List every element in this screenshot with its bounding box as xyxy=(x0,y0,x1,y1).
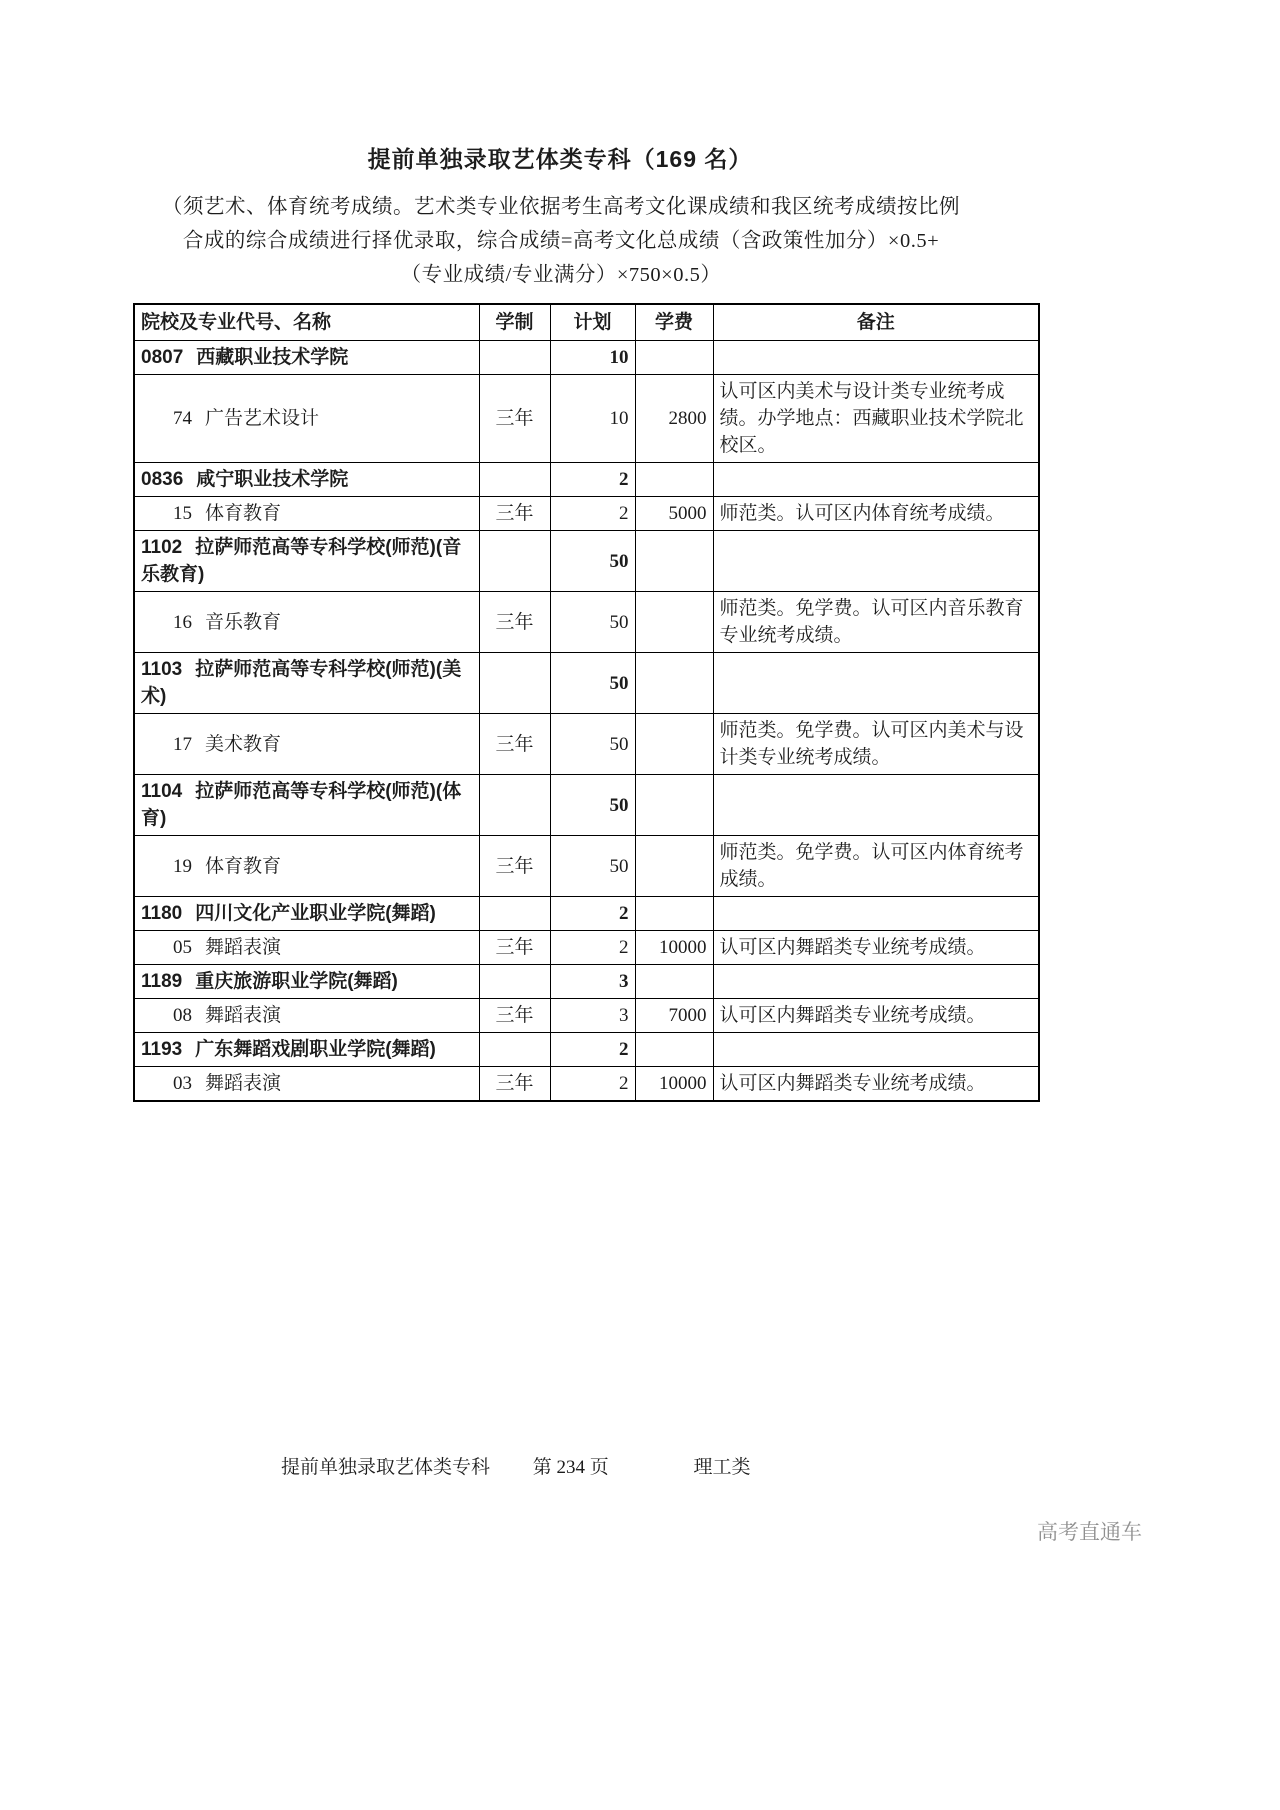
row-duration: 三年 xyxy=(479,714,550,775)
row-code: 16 xyxy=(173,611,192,633)
row-fee xyxy=(635,592,713,653)
major-row xyxy=(134,836,1039,897)
row-name: 咸宁职业技术学院 xyxy=(196,469,349,490)
row-code: 03 xyxy=(173,1073,192,1094)
row-duration xyxy=(479,1033,550,1067)
row-fee xyxy=(635,714,713,775)
row-plan: 10 xyxy=(550,375,635,463)
col-header-fee: 学费 xyxy=(635,304,713,341)
table-header-row xyxy=(134,304,1039,341)
row-note xyxy=(713,1033,1039,1067)
admission-table xyxy=(133,303,1040,1102)
row-fee xyxy=(635,897,713,931)
row-code: 15 xyxy=(173,503,192,524)
row-code: 0836 xyxy=(141,469,184,490)
row-name: 拉萨师范高等专科学校(师范)(体育) xyxy=(141,781,462,829)
row-code: 1102 xyxy=(141,537,183,558)
row-duration xyxy=(479,653,550,714)
row-duration xyxy=(479,775,550,836)
school-row xyxy=(134,775,1039,836)
row-note: 师范类。免学费。认可区内体育统考成绩。 xyxy=(713,836,1039,897)
row-duration xyxy=(479,531,550,592)
row-name: 体育教育 xyxy=(205,503,282,524)
row-code: 1193 xyxy=(141,1039,183,1060)
row-note: 认可区内美术与设计类专业统考成绩。办学地点：西藏职业技术学院北校区。 xyxy=(713,375,1039,463)
row-code-and-name xyxy=(134,965,479,999)
row-name: 舞蹈表演 xyxy=(205,1073,282,1094)
row-note: 认可区内舞蹈类专业统考成绩。 xyxy=(713,1067,1039,1102)
row-note: 师范类。免学费。认可区内音乐教育专业统考成绩。 xyxy=(713,592,1039,653)
row-fee xyxy=(635,965,713,999)
row-plan: 2 xyxy=(550,897,635,931)
row-plan: 50 xyxy=(550,836,635,897)
row-plan: 50 xyxy=(550,531,635,592)
school-row xyxy=(134,965,1039,999)
footer-page-number: 第 234 页 xyxy=(532,1457,609,1478)
row-code: 17 xyxy=(173,733,192,755)
row-name: 音乐教育 xyxy=(205,611,282,633)
row-name: 体育教育 xyxy=(205,855,282,877)
major-row xyxy=(134,375,1039,463)
row-name: 重庆旅游职业学院(舞蹈) xyxy=(195,971,398,992)
row-code-and-name xyxy=(134,531,479,592)
row-fee xyxy=(635,1033,713,1067)
row-plan: 2 xyxy=(550,463,635,497)
row-duration xyxy=(479,897,550,931)
row-duration xyxy=(479,463,550,497)
footer-section-label: 提前单独录取艺体类专科 xyxy=(281,1457,491,1478)
major-row xyxy=(134,999,1039,1033)
row-plan: 2 xyxy=(550,1033,635,1067)
row-code: 0807 xyxy=(141,347,184,368)
row-name: 广告艺术设计 xyxy=(205,408,320,429)
row-code-and-name xyxy=(134,1033,479,1067)
col-header-plan: 计划 xyxy=(550,304,635,341)
row-name: 西藏职业技术学院 xyxy=(196,347,349,368)
school-row xyxy=(134,897,1039,931)
row-name: 美术教育 xyxy=(205,733,282,755)
row-note xyxy=(713,897,1039,931)
major-row xyxy=(134,592,1039,653)
major-row xyxy=(134,931,1039,965)
row-code-and-name xyxy=(134,341,479,375)
major-row xyxy=(134,714,1039,775)
row-code-and-name xyxy=(134,931,479,965)
row-duration: 三年 xyxy=(479,931,550,965)
row-duration: 三年 xyxy=(479,592,550,653)
watermark: 高考直通车 xyxy=(1037,1521,1142,1544)
row-code-and-name xyxy=(134,897,479,931)
row-duration: 三年 xyxy=(479,1067,550,1102)
row-duration: 三年 xyxy=(479,836,550,897)
row-plan: 50 xyxy=(550,592,635,653)
row-name: 四川文化产业职业学院(舞蹈) xyxy=(195,903,436,924)
row-fee: 2800 xyxy=(635,375,713,463)
row-fee xyxy=(635,463,713,497)
row-duration: 三年 xyxy=(479,375,550,463)
row-duration xyxy=(479,965,550,999)
row-name: 拉萨师范高等专科学校(师范)(音乐教育) xyxy=(141,537,462,585)
page-footer xyxy=(281,1452,751,1479)
row-name: 拉萨师范高等专科学校(师范)(美术) xyxy=(141,659,462,707)
row-plan: 2 xyxy=(550,497,635,531)
row-fee xyxy=(635,341,713,375)
col-header-school-major: 院校及专业代号、名称 xyxy=(134,304,479,341)
school-row xyxy=(134,1033,1039,1067)
row-duration: 三年 xyxy=(479,497,550,531)
row-code: 1104 xyxy=(141,781,183,802)
row-note xyxy=(713,775,1039,836)
row-code: 19 xyxy=(173,855,192,877)
intro-line-1: （须艺术、体育统考成绩。艺术类专业依据考生高考文化课成绩和我区统考成绩按比例 xyxy=(162,196,960,218)
row-code: 74 xyxy=(173,408,192,429)
row-fee: 5000 xyxy=(635,497,713,531)
row-fee xyxy=(635,775,713,836)
intro-text xyxy=(155,190,967,292)
row-code-and-name xyxy=(134,463,479,497)
row-duration xyxy=(479,341,550,375)
row-note xyxy=(713,463,1039,497)
row-name: 广东舞蹈戏剧职业学院(舞蹈) xyxy=(195,1039,436,1060)
row-code-and-name xyxy=(134,497,479,531)
row-code-and-name xyxy=(134,1067,479,1102)
row-code-and-name xyxy=(134,836,479,897)
row-note xyxy=(713,653,1039,714)
row-fee xyxy=(635,836,713,897)
row-note: 师范类。认可区内体育统考成绩。 xyxy=(713,497,1039,531)
col-header-duration: 学制 xyxy=(479,304,550,341)
row-plan: 2 xyxy=(550,1067,635,1102)
row-fee: 10000 xyxy=(635,931,713,965)
row-code-and-name xyxy=(134,653,479,714)
row-fee: 10000 xyxy=(635,1067,713,1102)
row-code-and-name xyxy=(134,775,479,836)
row-fee: 7000 xyxy=(635,999,713,1033)
row-code: 08 xyxy=(173,1005,192,1026)
row-code-and-name xyxy=(134,592,479,653)
school-row xyxy=(134,341,1039,375)
row-note: 师范类。免学费。认可区内美术与设计类专业统考成绩。 xyxy=(713,714,1039,775)
footer-category-label: 理工类 xyxy=(693,1457,751,1478)
row-code: 1189 xyxy=(141,971,183,992)
row-name: 舞蹈表演 xyxy=(205,937,282,958)
row-note: 认可区内舞蹈类专业统考成绩。 xyxy=(713,999,1039,1033)
row-note xyxy=(713,341,1039,375)
row-note xyxy=(713,531,1039,592)
major-row xyxy=(134,497,1039,531)
school-row xyxy=(134,463,1039,497)
row-plan: 50 xyxy=(550,653,635,714)
row-plan: 50 xyxy=(550,775,635,836)
row-code-and-name xyxy=(134,714,479,775)
row-name: 舞蹈表演 xyxy=(205,1005,282,1026)
row-duration: 三年 xyxy=(479,999,550,1033)
col-header-note: 备注 xyxy=(713,304,1039,341)
table-body xyxy=(134,341,1039,1102)
row-note xyxy=(713,965,1039,999)
school-row xyxy=(134,531,1039,592)
row-fee xyxy=(635,531,713,592)
school-row xyxy=(134,653,1039,714)
row-plan: 10 xyxy=(550,341,635,375)
intro-line-2: 合成的综合成绩进行择优录取，综合成绩=高考文化总成绩（含政策性加分）×0.5+ xyxy=(182,230,940,252)
row-plan: 3 xyxy=(550,965,635,999)
row-plan: 3 xyxy=(550,999,635,1033)
row-code: 05 xyxy=(173,937,192,958)
row-code: 1180 xyxy=(141,903,183,924)
row-code: 1103 xyxy=(141,659,183,680)
row-fee xyxy=(635,653,713,714)
row-code-and-name xyxy=(134,999,479,1033)
major-row xyxy=(134,1067,1039,1102)
intro-line-3: （专业成绩/专业满分）×750×0.5） xyxy=(400,264,722,286)
row-plan: 50 xyxy=(550,714,635,775)
row-code-and-name xyxy=(134,375,479,463)
row-plan: 2 xyxy=(550,931,635,965)
page-title: 提前单独录取艺体类专科（169 名） xyxy=(367,146,753,172)
row-note: 认可区内舞蹈类专业统考成绩。 xyxy=(713,931,1039,965)
